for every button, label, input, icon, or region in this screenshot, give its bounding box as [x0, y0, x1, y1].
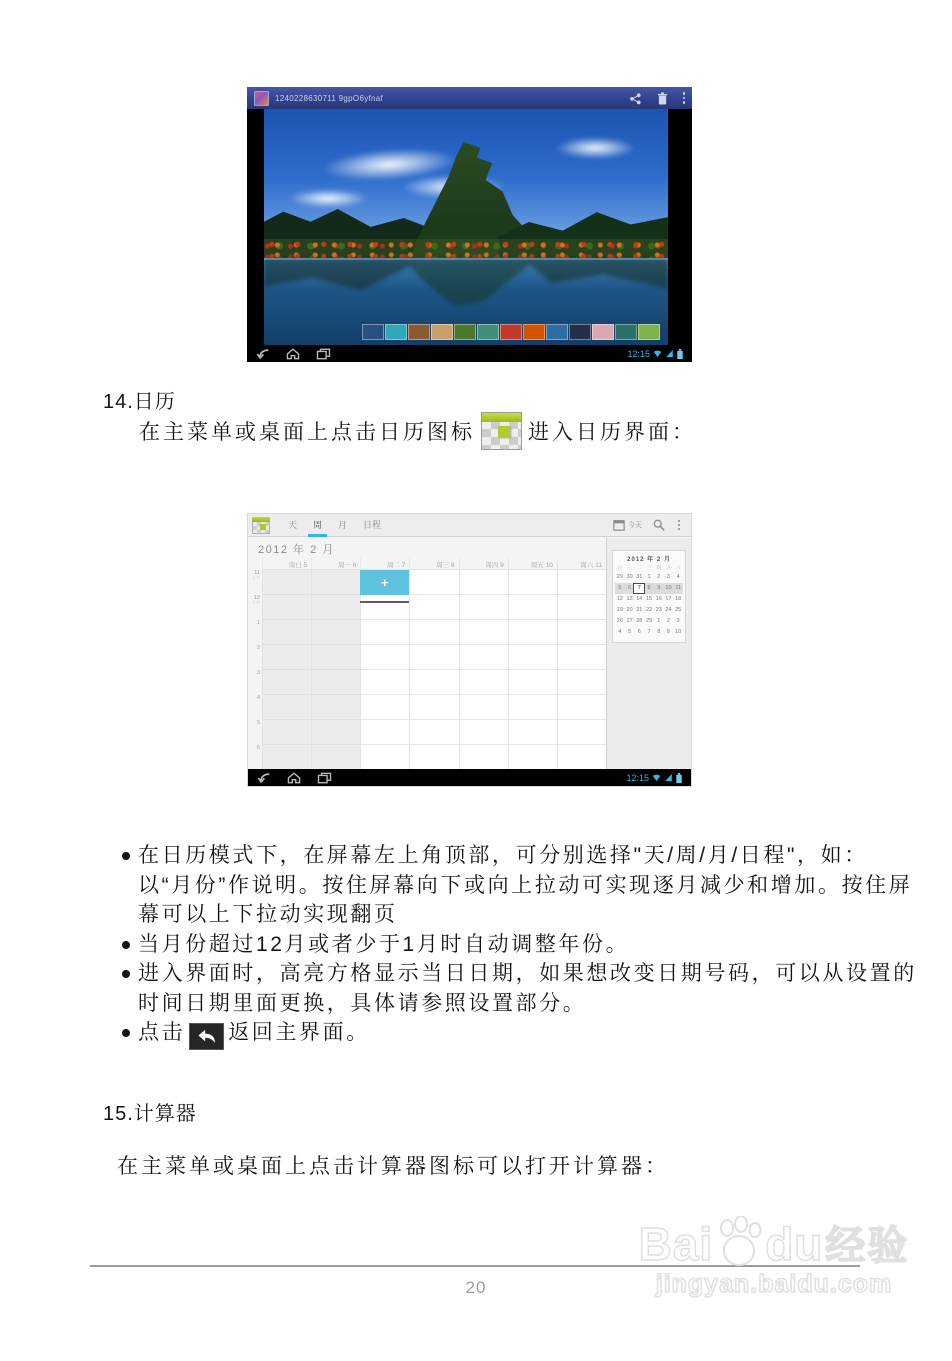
back-arrow-icon[interactable] [189, 1023, 224, 1050]
filmstrip-thumbnail[interactable] [385, 324, 407, 340]
week-grid [248, 558, 606, 769]
time-label: 12 下午 [252, 595, 260, 605]
day-column-mon[interactable] [311, 570, 360, 769]
mini-month-day-cell[interactable]: 2 [657, 574, 661, 580]
week-header-row [262, 558, 606, 570]
day-column-thu[interactable] [459, 570, 508, 769]
bullet-year-adjust: 当月份超过12月或者少于1月时自动调整年份。 [121, 930, 921, 960]
day-column-sun[interactable] [262, 570, 311, 769]
filmstrip-thumbnail[interactable] [431, 324, 453, 340]
calendar-actionbar [248, 514, 691, 537]
mini-month-day-cell[interactable]: 7 [647, 629, 651, 635]
mini-month-day-cell[interactable]: 16 [655, 596, 662, 602]
mini-dow-label: 三 [646, 565, 652, 570]
mini-month-today-cell[interactable]: 7 [634, 584, 644, 593]
mini-month-grid [615, 572, 683, 638]
recents-nav-icon[interactable] [316, 348, 331, 360]
bullet-return-home [121, 1018, 921, 1050]
mini-month-day-cell[interactable]: 5 [618, 585, 622, 591]
bullet4-text-after: 返回主界面。 [228, 1021, 370, 1044]
mini-month-day-cell[interactable]: 8 [647, 585, 651, 591]
signal-icon [664, 773, 673, 782]
android-navbar [247, 345, 692, 362]
mini-month-week [615, 605, 683, 616]
recents-nav-icon[interactable] [317, 772, 332, 784]
mini-month-day-cell[interactable]: 30 [626, 574, 633, 580]
mini-month-day-cell[interactable]: 4 [676, 574, 680, 580]
mini-dow-label: 日 [617, 565, 623, 570]
signal-icon [665, 349, 674, 358]
bullet4-text-before: 点击 [138, 1021, 186, 1044]
mini-month-day-cell[interactable]: 3 [666, 574, 670, 580]
day-column-sat[interactable] [557, 570, 606, 769]
section15-intro: 在主菜单或桌面上点击计算器图标可以打开计算器： [117, 1155, 669, 1178]
filmstrip-thumbnail[interactable] [569, 324, 591, 340]
filmstrip-thumbnail[interactable] [408, 324, 430, 340]
photo-filename: 1240228630711 9gpO6yfnaf [275, 93, 384, 103]
mini-month-panel [606, 538, 691, 769]
mini-month-day-cell[interactable]: 1 [657, 618, 661, 624]
mini-month-day-cell[interactable]: 5 [628, 629, 632, 635]
week-day-header: 周三 8 [409, 558, 458, 569]
filmstrip-thumbnail[interactable] [615, 324, 637, 340]
filmstrip-thumbnail[interactable] [523, 324, 545, 340]
mini-dow-label: 一 [627, 565, 632, 570]
mini-month-card[interactable] [612, 550, 686, 643]
mini-month-day-cell[interactable]: 28 [636, 618, 643, 624]
mini-dow-label: 五 [666, 565, 671, 570]
mini-dow-label: 二 [637, 565, 642, 570]
mini-month-day-cell[interactable]: 8 [657, 629, 661, 635]
mini-dow-label: 六 [675, 565, 681, 570]
mini-month-dow [615, 565, 683, 571]
statusbar [627, 349, 683, 359]
week-day-header: 周五 10 [508, 558, 557, 569]
filmstrip-thumbnail[interactable] [477, 324, 499, 340]
mini-dow-label: 四 [656, 565, 661, 570]
calendar-view-tab[interactable]: 周 [305, 514, 330, 537]
calendar-screenshot [247, 513, 692, 787]
time-label: 5 [256, 720, 260, 726]
search-icon[interactable] [653, 519, 665, 531]
mini-month-day-cell[interactable]: 15 [645, 596, 653, 602]
day-column-wed[interactable] [409, 570, 458, 769]
calendar-actionbar-right [613, 519, 691, 531]
day-column-fri[interactable] [508, 570, 557, 769]
intro14-text-after: 进入日历界面： [528, 421, 696, 444]
mini-month-day-cell[interactable]: 9 [666, 629, 670, 635]
delete-icon[interactable] [657, 92, 668, 105]
wifi-icon [652, 773, 661, 782]
section-15-heading: 15.计算器 [103, 1103, 197, 1125]
mini-month-day-cell[interactable]: 18 [675, 596, 682, 602]
mini-month-day-cell[interactable]: 6 [628, 585, 632, 591]
gallery-actions [629, 92, 686, 105]
week-day-header: 周一 6 [311, 558, 360, 569]
back-nav-icon[interactable] [257, 772, 271, 784]
watermark-brand-right: du [765, 1218, 824, 1270]
landscape-photo[interactable] [264, 109, 668, 345]
filmstrip-thumbnail[interactable] [500, 324, 522, 340]
mini-month-week [615, 616, 683, 627]
section14-bullets [121, 841, 921, 1050]
today-button[interactable] [613, 519, 642, 531]
wifi-icon [653, 349, 662, 358]
mini-month-day-cell[interactable]: 12 [616, 596, 623, 602]
calendar-view-tab[interactable]: 月 [338, 519, 348, 530]
calendar-app-icon-small[interactable] [252, 517, 270, 534]
mini-month-day-cell[interactable]: 1 [647, 574, 651, 580]
mini-month-day-cell[interactable]: 13 [626, 596, 633, 602]
week-day-header: 周六 11 [557, 558, 606, 569]
new-event-block[interactable]: + [360, 570, 409, 595]
time-label: 2 [256, 645, 260, 651]
mini-month-day-cell[interactable]: 2 [666, 618, 670, 624]
week-columns[interactable] [262, 570, 606, 769]
mini-month-week [615, 572, 683, 583]
mini-month-week [615, 594, 683, 605]
time-label: 1 [256, 620, 260, 626]
gallery-titlebar [247, 87, 692, 109]
mini-month-week [615, 627, 683, 638]
clock: 12:15 [626, 772, 649, 783]
home-nav-icon[interactable] [287, 772, 301, 784]
mini-month-day-cell[interactable]: 10 [665, 585, 672, 591]
back-nav-icon[interactable] [256, 348, 270, 360]
time-label: 11 上午 [252, 570, 260, 580]
mini-month-day-cell[interactable]: 14 [636, 596, 643, 602]
time-label: 3 [256, 670, 260, 676]
intro14-text-before: 在主菜单或桌面上点击日历图标 [139, 421, 475, 444]
paw-icon [711, 1216, 767, 1273]
mini-month-day-cell[interactable]: 3 [676, 618, 680, 624]
mini-month-day-cell[interactable]: 27 [626, 618, 633, 624]
calendar-view-tab[interactable]: 天 [288, 519, 298, 530]
watermark-url: jingyan.baidu.com [655, 1270, 893, 1298]
mini-month-day-cell[interactable]: 22 [645, 607, 653, 613]
mini-month-day-cell[interactable]: 24 [665, 607, 672, 613]
watermark-brand-cn: 经验 [825, 1224, 910, 1268]
week-day-header: 周二 7 [360, 558, 409, 569]
home-nav-icon[interactable] [286, 348, 300, 360]
clock: 12:15 [627, 348, 650, 359]
page-number: 20 [465, 1278, 487, 1297]
time-label: 4 [256, 695, 260, 701]
filmstrip-thumbnail[interactable] [546, 324, 568, 340]
time-label: 6 [256, 745, 260, 751]
mini-month-day-cell[interactable]: 26 [616, 618, 623, 624]
mini-month-day-cell[interactable]: 29 [645, 618, 653, 624]
calendar-app-icon[interactable] [481, 412, 522, 450]
watermark-brand-left: Bai [638, 1218, 714, 1270]
share-icon[interactable] [629, 92, 642, 105]
mini-month-day-cell[interactable]: 4 [618, 629, 622, 635]
android-navbar [248, 769, 691, 786]
battery-icon [676, 773, 682, 783]
gallery-screenshot [247, 87, 692, 362]
mini-month-day-cell[interactable]: 11 [675, 585, 682, 591]
today-calendar-icon [613, 519, 625, 531]
calendar-view-tabs [280, 514, 389, 537]
baidu-jingyan-watermark [600, 1216, 948, 1299]
mini-month-day-cell[interactable]: 10 [675, 629, 682, 635]
mini-month-day-cell[interactable]: 25 [675, 607, 682, 613]
mini-month-day-cell[interactable]: 21 [636, 607, 643, 613]
filmstrip-thumbnail[interactable] [638, 324, 660, 340]
mini-month-day-cell[interactable]: 31 [636, 574, 643, 580]
mini-month-week [615, 583, 683, 594]
overflow-menu-icon[interactable] [676, 520, 682, 530]
calendar-month-title: 2012 年 2 月 [258, 544, 335, 556]
current-time-indicator [360, 601, 409, 603]
bullet-highlight-date: 进入界面时，高亮方格显示当日日期，如果想改变日期号码，可以从设置的时间日期里面更换，具体请参照设置部分。 [121, 959, 921, 1018]
photo-thumbnail-icon[interactable] [254, 91, 269, 106]
filmstrip-thumbnail[interactable] [454, 324, 476, 340]
time-gutter [248, 570, 262, 769]
bullet-view-modes: 在日历模式下，在屏幕左上角顶部，可分别选择"天/周/月/日程"，如：以“月份”作说明。按住屏幕向下或向上拉动可实现逐月减少和增加。按住屏幕可以上下拉动实现翻页 [121, 841, 921, 930]
today-label: 今天 [628, 522, 642, 529]
week-day-header: 周日 5 [262, 558, 311, 569]
mini-month-day-cell[interactable]: 9 [657, 585, 661, 591]
calendar-view-tab[interactable]: 日程 [363, 519, 382, 530]
mini-month-day-cell[interactable]: 19 [616, 607, 623, 613]
filmstrip-thumbnail[interactable] [592, 324, 614, 340]
filmstrip-thumbnail[interactable] [362, 324, 384, 340]
day-column-tue[interactable] [360, 570, 409, 769]
mini-month-day-cell[interactable]: 17 [665, 596, 672, 602]
week-day-header: 周四 9 [459, 558, 508, 569]
section-14-heading: 14.日历 [103, 391, 176, 413]
mini-month-day-cell[interactable]: 20 [626, 607, 633, 613]
section14-intro [139, 412, 696, 450]
mini-month-title: 2012 年 2 月 [627, 557, 671, 563]
mini-month-day-cell[interactable]: 23 [655, 607, 662, 613]
battery-icon [677, 349, 683, 359]
mini-month-day-cell[interactable]: 29 [616, 574, 623, 580]
thumbnail-filmstrip[interactable] [362, 324, 660, 340]
mini-month-day-cell[interactable]: 6 [637, 629, 641, 635]
overflow-menu-icon[interactable] [683, 92, 686, 104]
statusbar [626, 773, 682, 783]
